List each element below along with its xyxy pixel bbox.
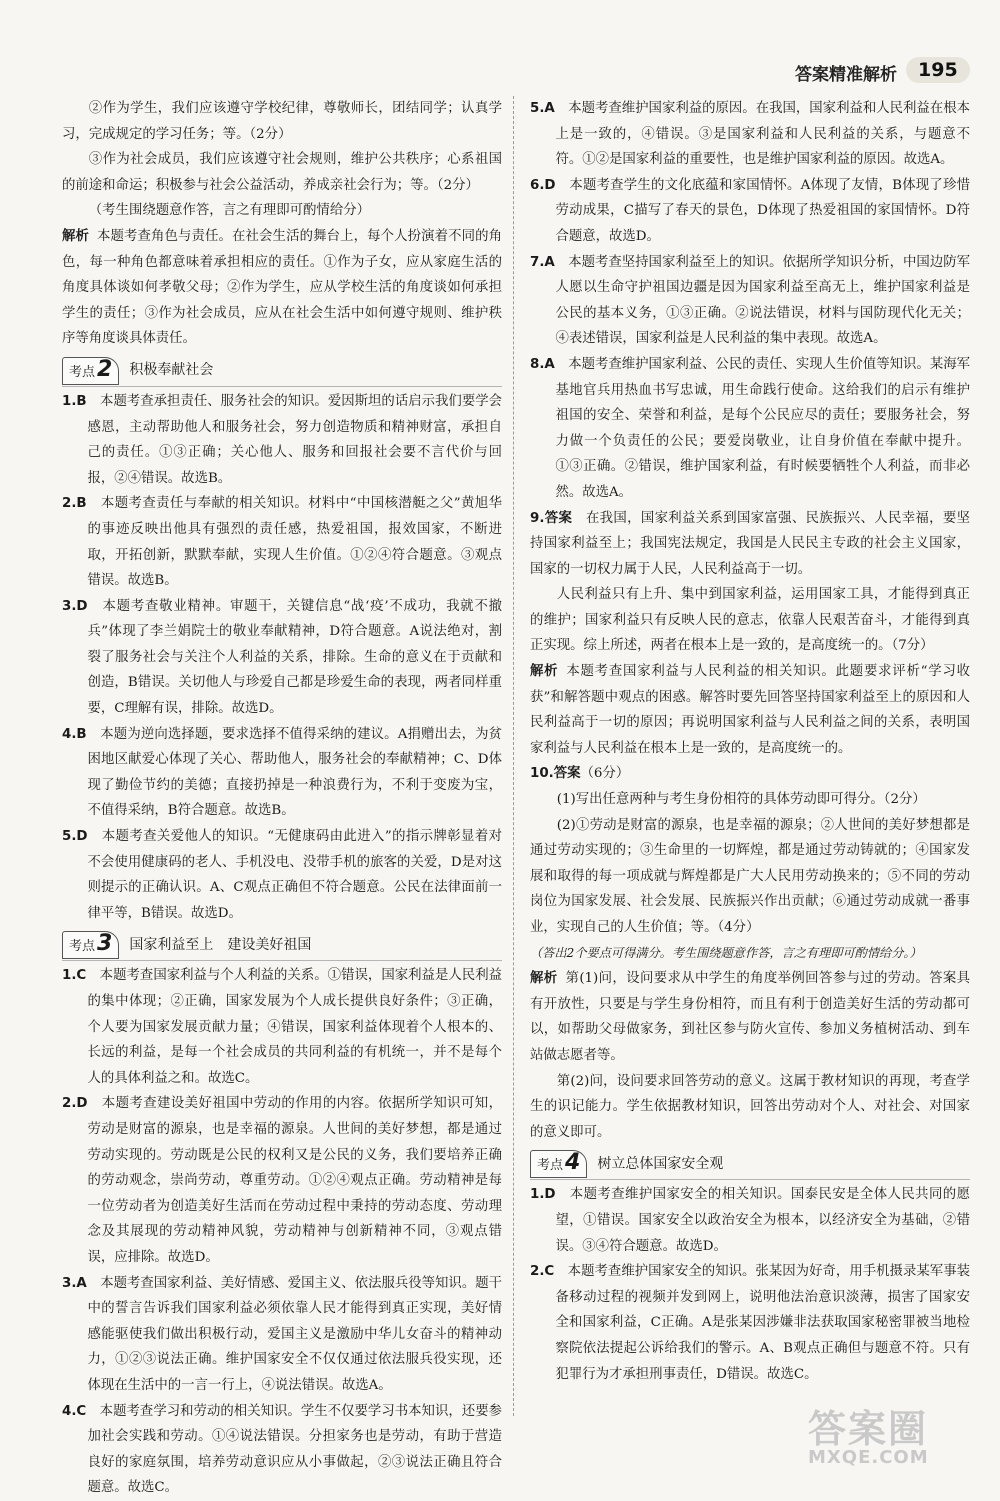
q10-analysis-cont: 第(2)问，设问要求回答劳动的意义。这属于教材知识的再现，考查学生的识记能力。学生依据教材知识，回答出劳动对个人、对社会、对国家的意义即可。 [530,1073,970,1140]
answer-item: 6.D 本题考查学生的文化底蕴和家国情怀。A体现了友情，B体现了珍惜劳动成果，C描写了春天的景色，D体现了热爱祖国的家国情怀。D符合题意，故选D。 [530,177,971,244]
column-divider [513,96,514,1416]
answer-item: 8.A 本题考查维护国家利益、公民的责任、实现人生价值等知识。某海军基地官兵用热血书写忠诚，用生命践行使命。这给我们的启示有维护祖国的安全、荣誉和利益，是每个公民应尽的责任；要服务社会，努力做一个负责任的公民；要爱岗敬业，让自身价值在奉献中提升。①③正确。②错误，维护国家利益，有时候要牺牲个人利益，而非必然。故选A。 [530,356,971,500]
answer-item: 3.D 本题考查敬业精神。审题干，关键信息“战‘疫’不成功，我就不撤兵”体现了李兰娟院士的敬业奉献精神，D符合题意。A说法绝对，割裂了服务社会与关注个人利益的关系，排除。生命的意义在于贡献和创造，B错误。关切他人与珍爱自己都是珍爱生命的表现，两者同样重要，C理解有误，排除。故选D。 [62,598,503,717]
answer-item: 5.D 本题考查关爱他人的知识。“无健康码由此进入”的指示牌彰显着对不会使用健康码的老人、手机没电、没带手机的旅客的关爱，D是对这则提示的正确认识。A、C观点正确但不符合题意。公民在法律面前一律平等，B错误。故选D。 [62,829,502,921]
section-title: 树立总体国家安全观 [597,1155,724,1172]
q10-part2: (2)①劳动是财富的源泉，也是幸福的源泉；②人世间的美好梦想都是通过劳动实现的；③生命里的一切辉煌，都是通过劳动铸就的；④国家发展和取得的每一项成就与辉煌都是广大人民用劳动换来的；⑤不同的劳动岗位为国家发展、社会发展、民族振兴作出贡献；⑥通过劳动成就一番事业，实现自己的人生价值；等。（4分） [530,817,970,935]
watermark-logo: 答案圈 MXQE.COM [808,1407,929,1468]
intro-para: ③作为社会成员，我们应该遵守社会规则，维护公共秩序；心系祖国的前途和命运；积极参与社会公益活动，养成亲社会行为；等。（2分） [62,152,502,193]
q10-answer: 10.答案（6分） [530,766,630,782]
analysis-text: 本题考查角色与责任。在社会生活的舞台上，每个人扮演着不同的角色，每一种角色都意味着承担相应的责任。①作为子女，应从家庭生活的角度具体谈如何孝敬父母；②作为学生，应从学校生活的角度谈如何承担学生的责任；③作为社会成员，应从在社会生活中如何遵守规则、维护秩序等角度谈具体责任。 [62,228,503,347]
intro-note: （考生围绕题意作答，言之有理即可酌情给分） [88,203,370,219]
q9-answer: 9.答案 在我国，国家利益关系到国家富强、民族振兴、人民幸福，要坚持国家利益至上；我国宪法规定，我国是人民民主专政的社会主义国家，国家的一切权力属于人民，人民利益高于一切。 [530,510,971,577]
section-badge: 考点 4 [530,1150,587,1178]
page-number: 195 [906,57,970,83]
answer-item: 2.C 本题考查维护国家安全的知识。张某因为好奇，用手机摄录某军事装备移动过程的视频并发到网上，说明他法治意识淡薄，损害了国家安全和国家利益，C正确。A是张某因涉嫌非法获取国家秘密罪被当地检察院依法提起公诉给我们的警示。A、B观点正确但与题意不符。只有犯罪行为才承担刑事责任，D错误。故选C。 [530,1264,971,1382]
answer-item: 1.B 本题考查承担责任、服务社会的知识。爱因斯坦的话启示我们要学会感恩，主动帮助他人和服务社会，努力创造物质和精神财富，承担自己的责任。①③正确；关心他人、服务和回报社会要不言代价与回报，②④错误。故选B。 [62,393,503,486]
answer-item: 7.A 本题考查坚持国家利益至上的知识。依据所学知识分析，中国边防军人愿以生命守护祖国边疆是因为国家利益至高无上，维护国家利益是公民的基本义务，①③正确。②说法错误，材料与国防现代化无关；④表述错误，国家利益是人民利益的集中表现。故选A。 [530,254,971,347]
q10-note: （答出2个要点可得满分。考生围绕题意作答，言之有理即可酌情给分。） [530,945,922,960]
left-column [62,96,502,1501]
header-title: 答案精准解析 [795,65,897,85]
answer-item: 2.D 本题考查建设美好祖国中劳动的作用的内容。依据所学知识可知，劳动是财富的源泉，也是幸福的源泉。人世间的美好梦想，都是通过劳动实现的。劳动既是公民的权利又是公民的义务，我们要培养正确的劳动观念，崇尚劳动，尊重劳动。①②④观点正确。劳动精神是每一位劳动者为创造美好生活而在劳动过程中秉持的劳动态度、劳动理念及其展现的劳动精神风貌，劳动精神与创新精神不同，③观点错误，应排除。故选D。 [62,1096,503,1265]
intro-para: ②作为学生，我们应该遵守学校纪律，尊敬师长，团结同学；认真学习，完成规定的学习任务；等。（2分） [62,101,502,142]
intro-analysis [62,224,502,352]
section-header-2 [62,356,502,387]
section-title: 积极奉献社会 [129,362,214,379]
page-header [0,0,1000,95]
q9-analysis: 解析 本题考查国家利益与人民利益的相关知识。此题要求评析“学习收获”和解答题中观点的困惑。解答时要先回答坚持国家利益至上的原因和人民利益高于一切的原因；再说明国家利益与人民利益之间的关系，表明国家利益与人民利益在根本上是一致的，是高度统一的。 [530,664,970,756]
answer-item: 3.A 本题考查国家利益、美好情感、爱国主义、依法服兵役等知识。题干中的誓言告诉我们国家利益必须依靠人民才能得到真正实现，美好情感能驱使我们做出积极行动，爱国主义是激励中华儿女奋斗的精神动力，①②③说法正确。维护国家安全不仅仅通过依法服兵役实现，还体现在生活中的一言一行上，④说法错误。故选A。 [62,1275,503,1393]
q9-answer-cont: 人民利益只有上升、集中到国家利益，运用国家工具，才能得到真正的维护；国家利益只有反映人民的意志，依靠人民艰苦奋斗，才能得到真正实现。综上所述，两者在根本上是一致的，是高度统一的。（7分） [530,587,970,654]
section-badge: 考点 3 [62,931,119,959]
section-header-3 [62,930,502,961]
section-badge: 考点 2 [62,357,119,385]
analysis-label: 解析 [62,228,90,244]
right-column [530,96,970,1387]
answer-item: 2.B 本题考查责任与奉献的相关知识。材料中“中国核潜艇之父”黄旭华的事迹反映出他具有强烈的责任感，热爱祖国，报效国家，不断进取，开拓创新，默默奉献，实现人生价值。①②④符合题意。③观点错误。故选B。 [62,496,503,589]
section-title: 国家利益至上 建设美好祖国 [129,936,312,953]
answer-item: 4.C 本题考查学习和劳动的相关知识。学生不仅要学习书本知识，还要参加社会实践和劳动。①④说法错误。分担家务也是劳动，有助于营造良好的家庭氛围，培养劳动意识应从小事做起，②③说法正确且符合题意。故选C。 [62,1403,503,1496]
answer-item: 5.A 本题考查维护国家利益的原因。在我国，国家利益和人民利益在根本上是一致的，④错误。③是国家利益和人民利益的关系，与题意不符。①②是国家利益的重要性，也是维护国家利益的原因。故选A。 [530,101,971,168]
q10-part1: (1)写出任意两种与考生身份相符的具体劳动即可得分。（2分） [556,792,926,808]
answer-item: 1.C 本题考查国家利益与个人利益的关系。①错误，国家利益是人民利益的集中体现；②正确，国家发展为个人成长提供良好条件；③正确，个人要为国家发展贡献力量；④错误，国家利益体现着个人根本的、长远的利益，是每一个社会成员的共同利益的有机统一，并不是每个人的具体利益之和。故选C。 [62,968,503,1086]
answer-item: 4.B 本题为逆向选择题，要求选择不值得采纳的建议。A捐赠出去，为贫困地区献爱心体现了关心、帮助他人，服务社会的奉献精神；C、D体现了勤俭节约的美德；直接扔掉是一种浪费行为，不利于变废为宝，不值得采纳，B符合题意。故选B。 [62,726,503,819]
section-header-4 [530,1149,970,1180]
q10-analysis: 解析 第(1)问，设问要求从中学生的角度举例回答参与过的劳动。答案具有开放性，只要是与学生身份相符，而且有利于创造美好生活的劳动都可以，如帮助父母做家务，到社区参与防火宣传、参加义务植树活动、到车站做志愿者等。 [530,971,971,1063]
answer-item: 1.D 本题考查维护国家安全的相关知识。国泰民安是全体人民共同的愿望，①错误。国家安全以政治安全为根本，以经济安全为基础，②错误。③④符合题意。故选D。 [530,1187,971,1254]
